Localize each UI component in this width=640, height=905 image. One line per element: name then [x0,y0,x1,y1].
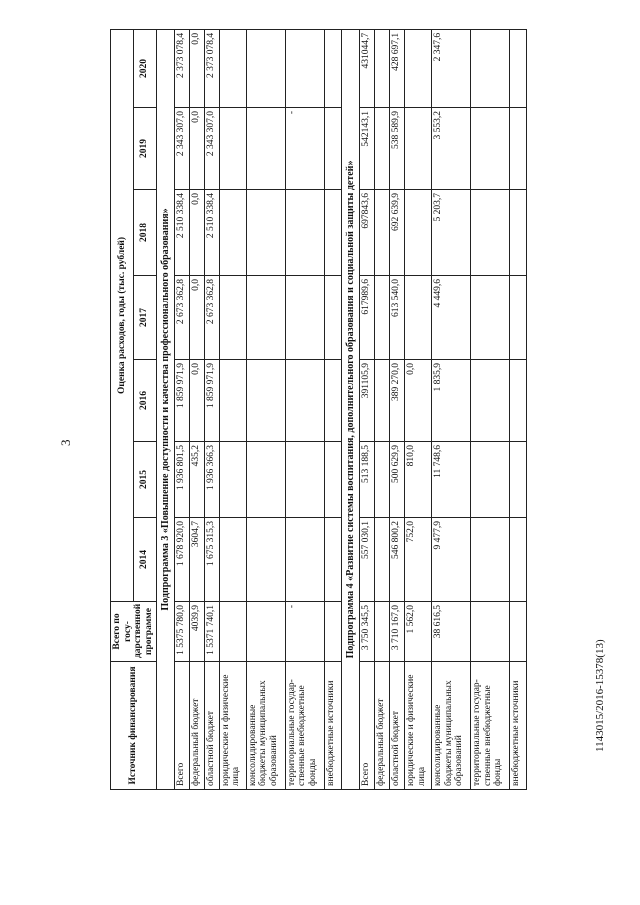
header-year: 2014 [133,518,156,602]
row-year-value: 2 343 307,0 [174,108,189,190]
row-label: юридические и физические лица [404,662,431,790]
row-year-value: 3604,7 [189,518,204,602]
row-year-value [246,108,285,190]
row-year-value [324,518,341,602]
row-year-value: 2 347,6 [431,29,470,107]
row-year-value: 4 449,6 [431,276,470,360]
row-year-value: 1 936 366,3 [204,442,219,518]
row-year-value [470,190,509,276]
row-year-value [246,360,285,442]
row-year-value [246,442,285,518]
row-label: федеральный бюджет [189,662,204,790]
row-year-value [509,190,526,276]
row-year-value [219,190,246,276]
row-year-value: 697843,6 [359,190,374,276]
row-year-value: 0,0 [404,360,431,442]
row-year-value: 1 859 971,9 [174,360,189,442]
row-year-value [470,518,509,602]
row-year-value [404,190,431,276]
row-year-value: 3 553,2 [431,108,470,190]
section4-title: Подпрограмма 4 «Развитие системы воспитания, дополнительного образования и социальной защиты детей» [341,29,359,789]
row-total [246,602,285,662]
row-year-value [285,29,324,107]
row-label: территориальные государ-ственные внебюджетные фонды [285,662,324,790]
row-year-value [374,360,389,442]
row-year-value [509,442,526,518]
row-label: территориальные государ-ственные внебюджетные фонды [470,662,509,790]
row-year-value [246,276,285,360]
header-year: 2020 [133,29,156,107]
header-year: 2015 [133,442,156,518]
row-year-value: 0,0 [189,360,204,442]
row-year-value [404,108,431,190]
row-year-value [324,190,341,276]
table-row [219,29,246,789]
row-year-value [324,276,341,360]
row-year-value: 2 373 078,4 [174,29,189,107]
row-total: 1 5375 780,0 [174,602,189,662]
row-year-value: 513 188,5 [359,442,374,518]
row-total: 4039,9 [189,602,204,662]
row-year-value [219,29,246,107]
row-total [374,602,389,662]
row-label: Всего [174,662,189,790]
row-year-value [219,518,246,602]
row-year-value [324,360,341,442]
row-total [324,602,341,662]
row-year-value [246,518,285,602]
financing-table [110,29,527,790]
row-year-value: 546 800,2 [389,518,404,602]
table-row [359,29,374,789]
row-year-value: 1 675 315,3 [204,518,219,602]
row-total [219,602,246,662]
row-year-value [509,108,526,190]
row-total: - [285,602,324,662]
row-year-value [374,518,389,602]
row-year-value [374,190,389,276]
row-year-value [374,29,389,107]
row-total [470,602,509,662]
row-year-value [285,442,324,518]
table-row [374,29,389,789]
row-year-value: 752,0 [404,518,431,602]
row-year-value [470,360,509,442]
row-year-value [219,360,246,442]
row-label: областной бюджет [389,662,404,790]
row-year-value: 9 477,9 [431,518,470,602]
row-year-value: 5 203,7 [431,190,470,276]
row-year-value: 2 373 078,4 [204,29,219,107]
row-label: областной бюджет [204,662,219,790]
table-row [246,29,285,789]
row-label: внебюджетные источники [324,662,341,790]
row-total: 38 616,5 [431,602,470,662]
row-year-value [246,29,285,107]
row-year-value: 617989,6 [359,276,374,360]
header-year: 2018 [133,190,156,276]
table-row [389,29,404,789]
row-year-value: 0,0 [189,29,204,107]
row-year-value [285,276,324,360]
row-year-value: 810,0 [404,442,431,518]
header-source: Источник финансирования [111,662,157,790]
row-year-value: - [285,108,324,190]
row-year-value [246,190,285,276]
row-year-value: 11 748,6 [431,442,470,518]
header-estimate: Оценка расходов, годы (тыс. рублей) [111,29,134,601]
row-year-value [219,108,246,190]
row-year-value: 1 835,9 [431,360,470,442]
table-row [431,29,470,789]
row-year-value [470,29,509,107]
table-row [324,29,341,789]
row-year-value: 2 673 362,8 [204,276,219,360]
row-year-value: 613 540,0 [389,276,404,360]
row-year-value [374,442,389,518]
page-number: 3 [58,439,73,446]
table-row [174,29,189,789]
row-label: внебюджетные источники [509,662,526,790]
row-year-value [509,29,526,107]
row-year-value: 2 673 362,8 [174,276,189,360]
header-year: 2019 [133,108,156,190]
row-year-value: 0,0 [189,190,204,276]
row-year-value: 391105,9 [359,360,374,442]
row-year-value: 431044,7 [359,29,374,107]
row-total: 3 710 167,0 [389,602,404,662]
section3-title: Подпрограмма 3 «Повышение доступности и качества профессионального образования» [156,29,174,789]
header-year: 2017 [133,276,156,360]
header-total: Всего по госу-дарственной программе [111,602,157,662]
row-year-value [374,108,389,190]
row-label: консолидированные бюджеты муниципальных образований [246,662,285,790]
row-year-value [470,276,509,360]
row-year-value: 0,0 [189,108,204,190]
table-row [204,29,219,789]
row-year-value [509,360,526,442]
row-year-value [404,29,431,107]
row-year-value [285,190,324,276]
row-year-value [324,29,341,107]
rotated-table-page [110,30,522,790]
table-row [285,29,324,789]
row-year-value: 557 030,1 [359,518,374,602]
table-row [470,29,509,789]
row-year-value: 0,0 [189,276,204,360]
row-year-value [324,442,341,518]
row-total: 1 562,0 [404,602,431,662]
row-year-value: 428 697,1 [389,29,404,107]
row-year-value [285,518,324,602]
row-year-value [509,518,526,602]
row-year-value [509,276,526,360]
row-label: консолидированные бюджеты муниципальных образований [431,662,470,790]
row-label: юридические и физические лица [219,662,246,790]
row-year-value: 1 936 801,5 [174,442,189,518]
row-year-value [324,108,341,190]
row-total: 3 750 345,5 [359,602,374,662]
row-year-value: 500 629,9 [389,442,404,518]
document-code: 1143015/2016-15378(13) [594,639,606,752]
row-year-value [470,108,509,190]
row-year-value [404,276,431,360]
row-year-value [219,276,246,360]
row-label: Всего [359,662,374,790]
row-year-value: 1 859 971,9 [204,360,219,442]
row-year-value: 538 589,9 [389,108,404,190]
row-year-value [470,442,509,518]
row-year-value [219,442,246,518]
row-label: федеральный бюджет [374,662,389,790]
row-total [509,602,526,662]
row-year-value: 542143,1 [359,108,374,190]
table-row [509,29,526,789]
row-year-value: 2 510 338,4 [204,190,219,276]
row-year-value: 692 639,9 [389,190,404,276]
row-year-value [374,276,389,360]
row-year-value: 1 678 920,0 [174,518,189,602]
row-year-value [285,360,324,442]
table-row [404,29,431,789]
row-year-value: 435,2 [189,442,204,518]
row-total: 1 5371 740,1 [204,602,219,662]
row-year-value: 2 510 338,4 [174,190,189,276]
table-row [189,29,204,789]
row-year-value: 2 343 307,0 [204,108,219,190]
row-year-value: 389 270,0 [389,360,404,442]
header-year: 2016 [133,360,156,442]
